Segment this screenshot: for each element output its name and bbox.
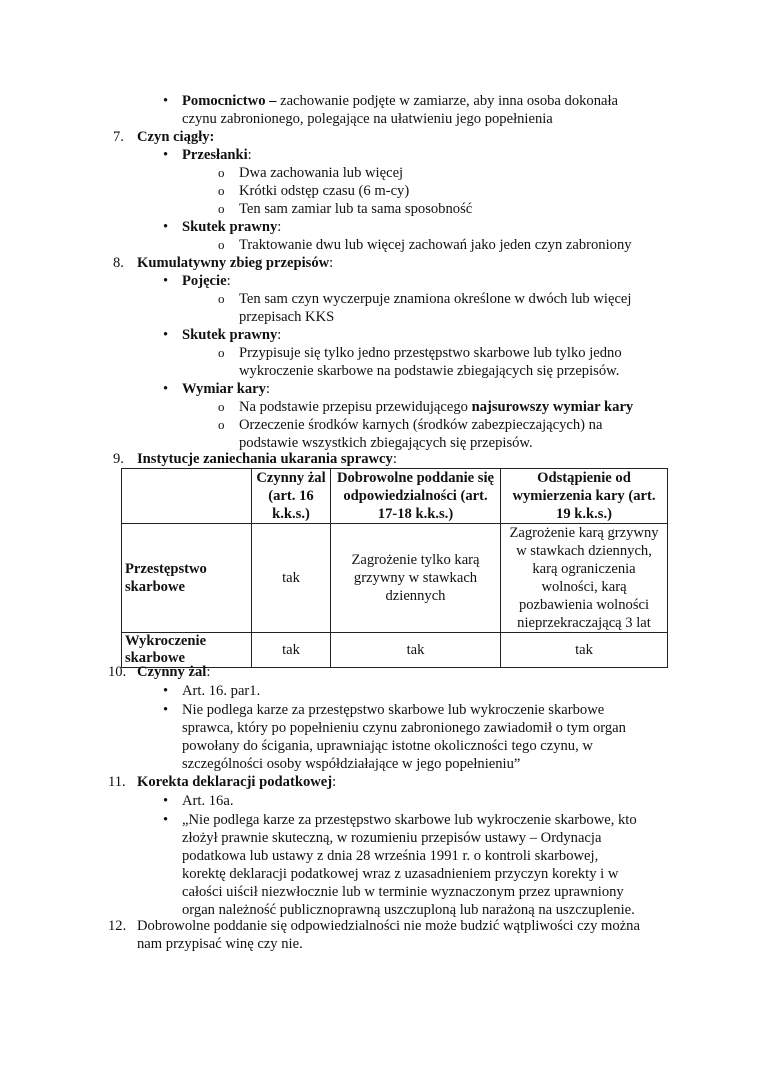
table-cell: Zagrożenie karą grzywny w stawkach dziennych, karą ograniczenia wolności, karą pozbawienia wolności nieprzekraczającą 3 lat xyxy=(501,524,668,633)
circle-bullet-icon: o xyxy=(218,345,225,360)
text-line xyxy=(137,663,210,681)
bullet-icon: • xyxy=(163,147,169,163)
text-run: Skutek prawny xyxy=(182,327,278,343)
text-run: : xyxy=(265,381,270,397)
text-run: : xyxy=(392,451,397,467)
text-run: : xyxy=(277,219,282,235)
table-cell: tak xyxy=(331,633,501,668)
text-run: Przesłanki xyxy=(182,147,248,163)
list-number: 12. xyxy=(108,918,127,934)
text-line xyxy=(182,380,270,398)
text-run: Dobrowolne poddanie się odpowiedzialności nie może budzić wątpliwości czy można xyxy=(137,918,640,934)
text-line xyxy=(239,164,403,182)
text-line xyxy=(182,755,520,773)
text-line xyxy=(182,847,598,865)
table-header-cell: Odstąpienie od wymierzenia kary (art. 19 k.k.s.) xyxy=(501,469,668,524)
list-number: 9. xyxy=(113,451,124,467)
text-run: Przypisuje się tylko jedno przestępstwo skarbowe lub tylko jedno xyxy=(239,345,622,361)
text-run: korektę deklaracji podatkowej wraz z uzasadnieniem przyczyn korekty i w xyxy=(182,866,619,882)
text-line xyxy=(182,272,231,290)
circle-bullet-icon: o xyxy=(218,399,225,414)
text-run: przepisach KKS xyxy=(239,309,335,325)
text-line xyxy=(182,146,252,164)
text-run: powołany do ścigania, uprawniając istotne okoliczności tego czynu, w xyxy=(182,738,593,754)
bullet-icon: • xyxy=(163,793,169,809)
text-run: Ten sam zamiar lub ta sama sposobność xyxy=(239,201,473,217)
table-cell: tak xyxy=(252,633,331,668)
text-run: szczególności osoby współdziałające w jego popełnieniu” xyxy=(182,756,521,772)
text-line xyxy=(182,682,260,700)
list-number: 11. xyxy=(108,774,126,790)
bullet-icon: • xyxy=(163,93,169,109)
circle-bullet-icon: o xyxy=(218,201,225,216)
text-run: Ten sam czyn wyczerpuje znamiona określone w dwóch lub więcej xyxy=(239,291,632,307)
circle-bullet-icon: o xyxy=(218,417,225,432)
text-run: „Nie podlega karze za przestępstwo skarbowe lub wykroczenie skarbowe, kto xyxy=(182,812,637,828)
text-run: : xyxy=(247,147,252,163)
table-header-cell: Czynny żal (art. 16 k.k.s.) xyxy=(252,469,331,524)
text-run: : xyxy=(277,327,282,343)
text-run: Traktowanie dwu lub więcej zachowań jako jeden czyn zabroniony xyxy=(239,237,632,253)
text-line xyxy=(239,236,632,254)
text-line xyxy=(182,865,618,883)
text-run: najsurowszy wymiar kary xyxy=(471,399,634,415)
text-line xyxy=(239,200,472,218)
text-run: Na podstawie przepisu przewidującego xyxy=(239,399,472,415)
text-run: Art. 16. par1. xyxy=(182,683,261,699)
bullet-icon: • xyxy=(163,683,169,699)
table-header-cell xyxy=(122,469,252,524)
text-line xyxy=(182,110,553,128)
circle-bullet-icon: o xyxy=(218,237,225,252)
text-run: wykroczenie skarbowe na podstawie zbiegających się przepisów. xyxy=(239,363,620,379)
text-line xyxy=(239,182,409,200)
table-cell: Wykroczenie skarbowe xyxy=(122,633,252,668)
text-line xyxy=(137,917,640,935)
list-number: 7. xyxy=(113,129,124,145)
bullet-icon: • xyxy=(163,381,169,397)
table-cell: Przestępstwo skarbowe xyxy=(122,524,252,633)
institutions-table xyxy=(121,468,668,668)
text-line xyxy=(182,737,593,755)
text-run: złożył prawnie skuteczną, w rozumieniu przepisów ustawy – Ordynacja xyxy=(182,830,602,846)
text-run: nam przypisać winę czy nie. xyxy=(137,936,303,952)
text-run: Czynny żal xyxy=(137,664,207,680)
text-run: Skutek prawny xyxy=(182,219,278,235)
text-line xyxy=(239,362,619,380)
text-run: podatkowa lub ustawy z dnia 28 września 1991 r. o kontroli skarbowej, xyxy=(182,848,599,864)
text-line xyxy=(137,254,333,272)
text-line xyxy=(239,344,622,362)
table-cell: Zagrożenie tylko karą grzywny w stawkach dziennych xyxy=(331,524,501,633)
bullet-icon: • xyxy=(163,812,169,828)
list-number: 10. xyxy=(108,664,127,680)
text-run: Korekta deklaracji podatkowej xyxy=(137,774,333,790)
text-run: Krótki odstęp czasu (6 m-cy) xyxy=(239,183,410,199)
text-line xyxy=(182,719,626,737)
text-run: Orzeczenie środków karnych (środków zabezpieczających) na xyxy=(239,417,603,433)
text-line xyxy=(239,290,631,308)
text-run: sprawca, który po popełnieniu czynu zabronionego zawiadomił o tym organ xyxy=(182,720,626,736)
text-run: Instytucje zaniechania ukarania sprawcy xyxy=(137,451,393,467)
circle-bullet-icon: o xyxy=(218,291,225,306)
table-header-row xyxy=(122,469,668,524)
bullet-icon: • xyxy=(163,219,169,235)
text-line xyxy=(239,416,602,434)
text-run: czynu zabronionego, polegające na ułatwieniu jego popełnienia xyxy=(182,111,553,127)
text-line xyxy=(182,326,281,344)
text-run: organ należność publicznoprawną uszczuploną lub narażoną na uszczuplenie. xyxy=(182,902,635,918)
table-header-cell: Dobrowolne poddanie się odpowiedzialności (art. 17-18 k.k.s.) xyxy=(331,469,501,524)
text-run: podstawie wszystkich zbiegających się przepisów. xyxy=(239,435,533,451)
text-run: całości uiścił niezwłocznie lub w terminie wyznaczonym przez uprawniony xyxy=(182,884,624,900)
circle-bullet-icon: o xyxy=(218,183,225,198)
text-run: Art. 16a. xyxy=(182,793,234,809)
text-line xyxy=(137,773,336,791)
text-run: Pojęcie xyxy=(182,273,227,289)
text-line xyxy=(239,308,334,326)
text-run: : xyxy=(329,255,334,271)
text-line xyxy=(182,829,601,847)
list-number: 8. xyxy=(113,255,124,271)
text-line xyxy=(182,792,233,810)
text-line xyxy=(182,811,637,829)
text-run: Wymiar kary xyxy=(182,381,266,397)
table-cell: tak xyxy=(252,524,331,633)
text-run: : xyxy=(206,664,211,680)
text-run: Nie podlega karze za przestępstwo skarbowe lub wykroczenie skarbowe xyxy=(182,702,605,718)
bullet-icon: • xyxy=(163,327,169,343)
text-run: Kumulatywny zbieg przepisów xyxy=(137,255,330,271)
bullet-icon: • xyxy=(163,273,169,289)
text-run: : xyxy=(226,273,231,289)
text-run: : xyxy=(332,774,337,790)
table-row xyxy=(122,524,668,633)
text-run: Czyn ciągły: xyxy=(137,129,215,145)
circle-bullet-icon: o xyxy=(218,165,225,180)
text-line xyxy=(182,883,624,901)
text-line xyxy=(182,218,281,236)
text-run: zachowanie podjęte w zamiarze, aby inna osoba dokonała xyxy=(280,93,619,109)
text-line xyxy=(137,935,303,953)
bullet-icon: • xyxy=(163,702,169,718)
text-line xyxy=(182,701,604,719)
text-line xyxy=(137,128,214,146)
text-run: Pomocnictwo – xyxy=(182,93,281,109)
text-line xyxy=(137,450,397,468)
text-line xyxy=(239,398,633,416)
table-cell: tak xyxy=(501,633,668,668)
text-line xyxy=(182,92,618,110)
text-run: Dwa zachowania lub więcej xyxy=(239,165,404,181)
